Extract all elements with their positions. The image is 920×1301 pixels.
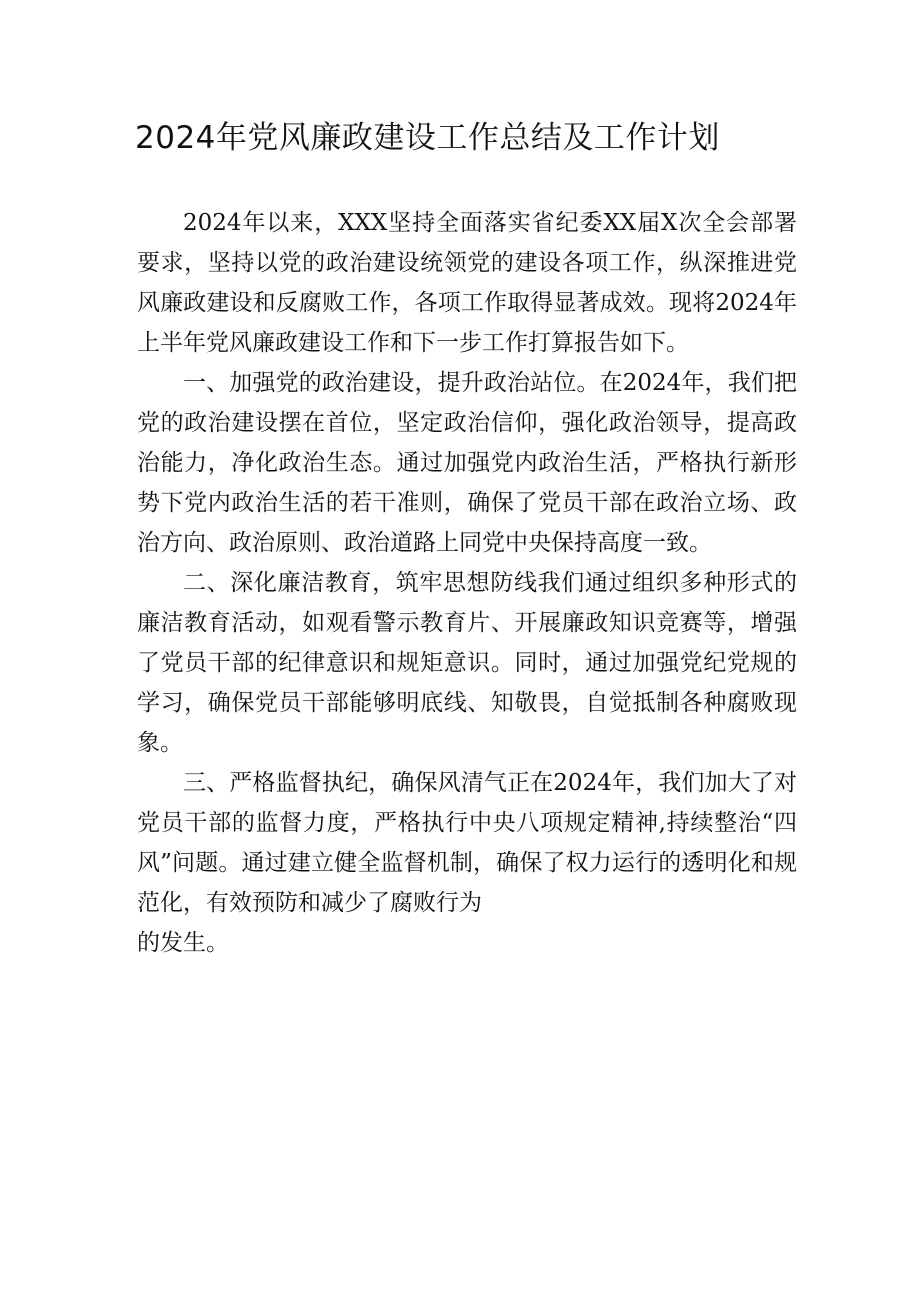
document-title: 2024年党风廉政建设工作总结及工作计划 [135, 120, 720, 156]
intro-paragraph: 2024年以来，XXX坚持全面落实省纪委XX届X次全会部署要求，坚持以党的政治建设统领党的建设各项工作，纵深推进党风廉政建设和反腐败工作，各项工作取得显著成效。现将2024年上半年党风廉政建设工作和下一步工作打算报告如下。 [137, 210, 797, 356]
closing-line: 的发生。 [137, 930, 229, 956]
section-1-paragraph: 一、加强党的政治建设，提升政治站位。在2024年，我们把党的政治建设摆在首位，坚定政治信仰，强化政治领导，提高政治能力，净化政治生态。通过加强党内政治生活，严格执行新形势下党内政治生活的若干准则，确保了党员干部在政治立场、政治方向、政治原则、政治道路上同党中央保持高度一致。 [137, 370, 797, 556]
section-3-paragraph: 三、严格监督执纪，确保风清气正在2024年，我们加大了对党员干部的监督力度，严格执行中央八项规定精神,持续整治“四风”问题。通过建立健全监督机制，确保了权力运行的透明化和规范化，有效预防和减少了腐败行为 [137, 770, 797, 916]
section-2-paragraph: 二、深化廉洁教育，筑牢思想防线我们通过组织多种形式的廉洁教育活动，如观看警示教育片、开展廉政知识竞赛等，增强了党员干部的纪律意识和规矩意识。同时，通过加强党纪党规的学习，确保党员干部能够明底线、知敬畏，自觉抵制各种腐败现象。 [137, 570, 797, 756]
document-body [137, 203, 797, 963]
